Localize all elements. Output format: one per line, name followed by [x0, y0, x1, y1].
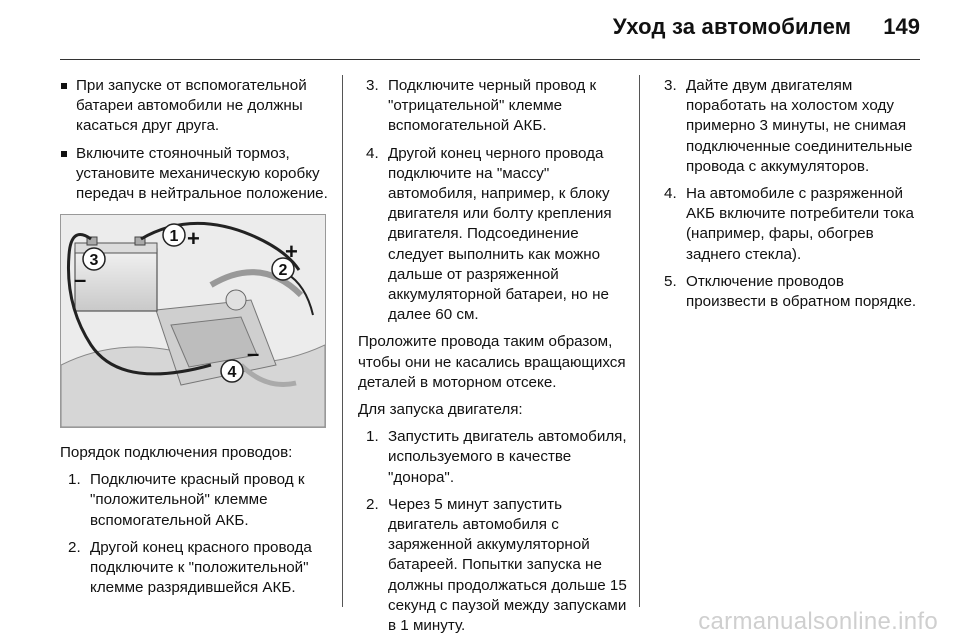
svg-text:2: 2 [278, 262, 288, 279]
column-2 [358, 76, 628, 643]
watermark: carmanualsonline.info [698, 608, 938, 635]
step-text: Другой конец черного провода подключите на "массу" автомобиля, например, к блоку двигателя или болту крепления двигателя. Подсоединение следует выполнить как можно дальше от разряженной аккумуляторной батареи, но не далее 60 см. [388, 144, 612, 324]
jump-start-illustration [61, 215, 325, 427]
svg-text:4: 4 [227, 364, 237, 381]
list-item [358, 76, 628, 137]
list-item [656, 272, 922, 312]
step-number: 1. [366, 428, 379, 446]
page-header [613, 14, 920, 40]
step-number: 5. [664, 272, 677, 290]
routing-paragraph: Проложите провода таким образом, чтобы они не касались вращающихся деталей в моторном отсеке. [358, 333, 626, 391]
list-item [656, 76, 922, 177]
column-3 [656, 76, 922, 319]
callout-1 [163, 224, 185, 246]
callout-4 [221, 360, 243, 382]
step-text: Через 5 минут запустить двигатель автомобиля с заряженной аккумуляторной батареей. Попытки запуска не должны продолжаться дольше 15 секунд с паузой между запусками в 1 минуту. [388, 495, 627, 635]
svg-text:1: 1 [169, 228, 179, 245]
engine-figure [60, 214, 326, 428]
step-number: 2. [68, 538, 81, 556]
step-number: 4. [366, 144, 379, 162]
column-1 [60, 76, 328, 211]
list-item [656, 184, 922, 265]
step-text: На автомобиле с разряженной АКБ включите потребители тока (например, фары, обогрев заднего стекла). [686, 185, 914, 263]
column-1-lower [60, 443, 328, 605]
page-number: 149 [883, 14, 920, 39]
step-text: Дайте двум двигателям поработать на холостом ходу примерно 3 минуты, не снимая подключенные соединительные провода с аккумуляторов. [686, 77, 913, 175]
step-number: 4. [664, 185, 677, 203]
column-divider-1 [342, 75, 343, 607]
step-number: 2. [366, 495, 379, 513]
plus-sign: + [187, 226, 200, 251]
plus-sign: + [285, 239, 298, 264]
list-item [358, 144, 628, 326]
step-text: Отключение проводов произвести в обратном порядке. [686, 272, 917, 311]
list-item [60, 470, 328, 531]
order-title: Порядок подключения проводов: [60, 444, 293, 461]
start-title: Для запуска двигателя: [358, 401, 523, 419]
bullet-item: Включите стояночный тормоз, установите механическую коробку передач в нейтральное положение. [60, 144, 328, 205]
column-divider-2 [639, 75, 640, 607]
step-text: Подключите красный провод к "положительной" клемме вспомогательной АКБ. [90, 471, 305, 529]
step-text: Подключите черный провод к "отрицательной" клемме вспомогательной АКБ. [388, 77, 597, 135]
bullet-item: При запуске от вспомогательной батареи автомобили не должны касаться друг друга. [60, 76, 328, 137]
minus-sign: – [74, 267, 87, 292]
list-item [358, 495, 628, 636]
step-text: Запустить двигатель автомобиля, используемого в качестве "донора". [388, 428, 627, 486]
list-item [60, 538, 328, 599]
step-number: 3. [366, 77, 379, 94]
step-number: 1. [68, 471, 81, 489]
step-text: Другой конец красного провода подключите к "положительной" клемме разрядившейся АКБ. [90, 538, 312, 597]
minus-sign: – [247, 341, 260, 366]
page-title: Уход за автомобилем [612, 14, 852, 39]
step-number: 3. [664, 77, 677, 94]
list-item [358, 427, 628, 488]
header-rule [60, 59, 920, 60]
callout-3 [83, 248, 105, 270]
svg-text:3: 3 [89, 252, 99, 269]
